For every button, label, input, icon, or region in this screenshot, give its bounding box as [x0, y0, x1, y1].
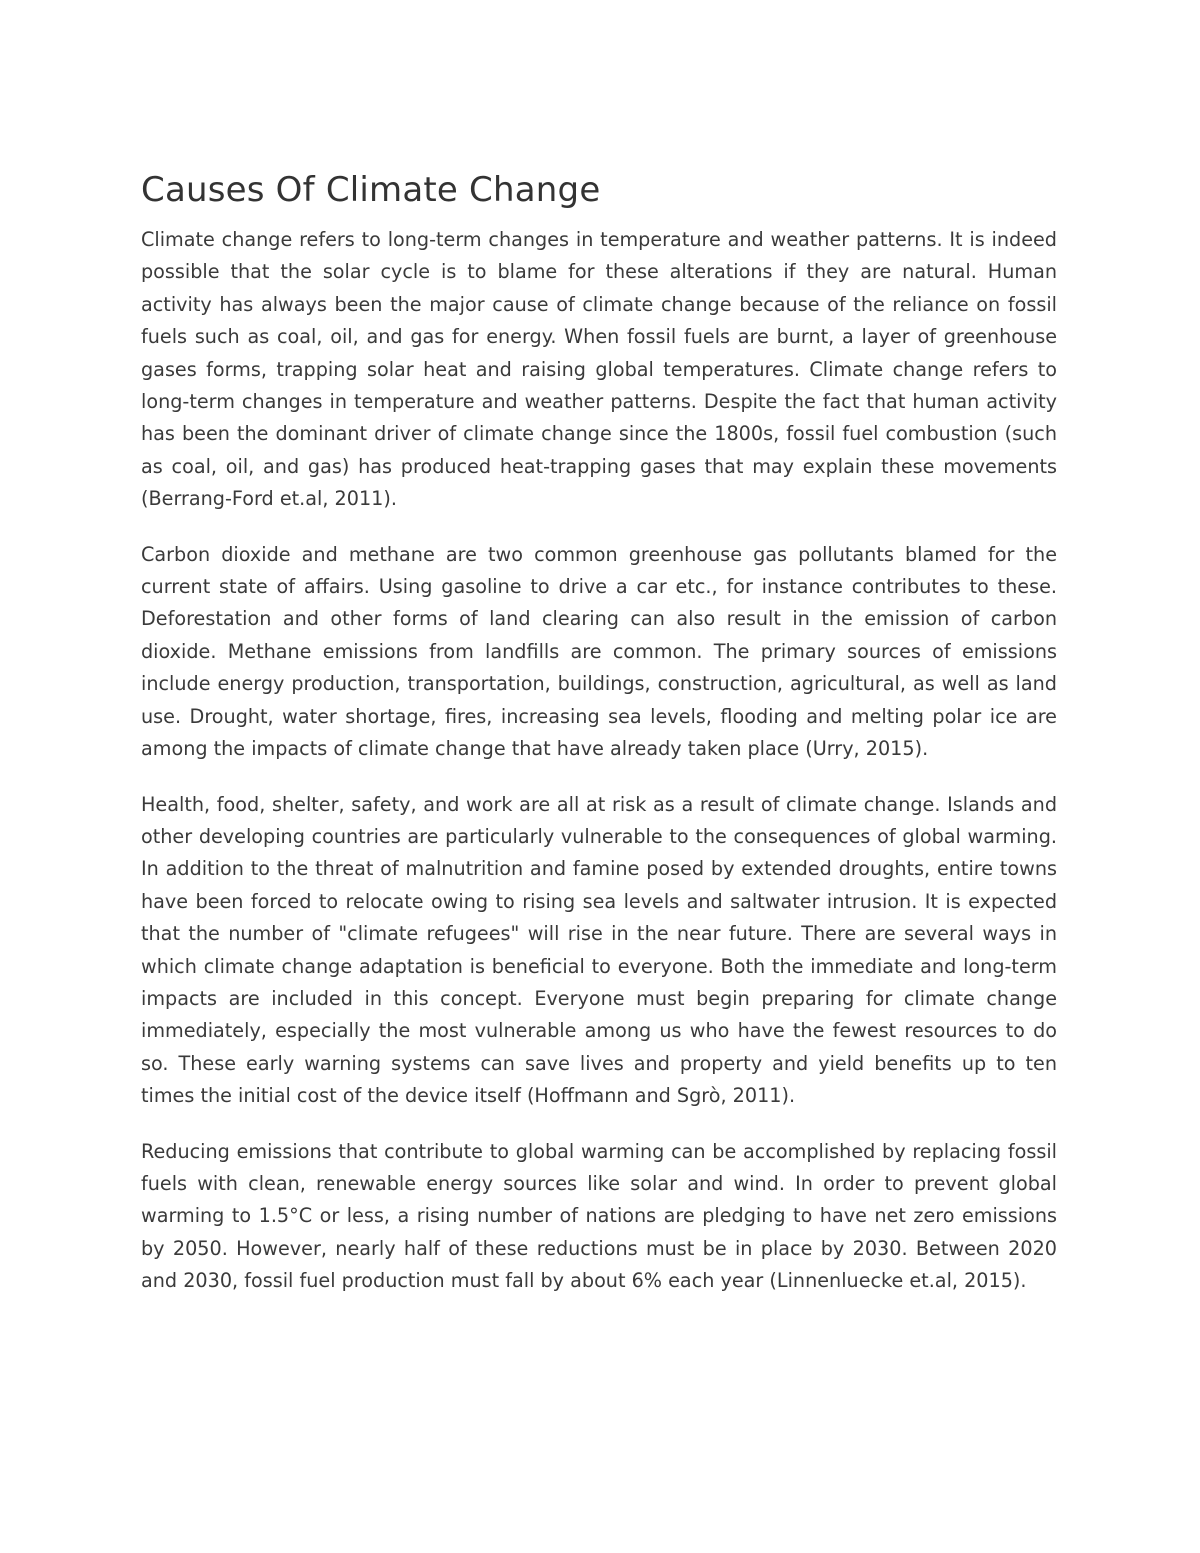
- paragraph-2: Carbon dioxide and methane are two common greenhouse gas pollutants blamed for the current state of affairs. Using gasoline to drive a car etc., for instance contributes to these. Deforestation and other forms of land clearing can also result in the emission of carbon dioxide. Methane emissions from landfills are common. The primary sources of emissions include energy production, transportation, buildings, construction, agricultural, as well as land use. Drought, water shortage, fires, increasing sea levels, flooding and melting polar ice are among the impacts of climate change that have already taken place (Urry, 2015).: [141, 542, 1057, 761]
- paragraph-1: Climate change refers to long-term changes in temperature and weather patterns. It is indeed possible that the solar cycle is to blame for these alterations if they are natural. Human activity has always been the major cause of climate change because of the reliance on fossil fuels such as coal, oil, and gas for energy. When fossil fuels are burnt, a layer of greenhouse gases forms, trapping solar heat and raising global temperatures. Climate change refers to long-term changes in temperature and weather patterns. Despite the fact that human activity has been the dominant driver of climate change since the 1800s, fossil fuel combustion (such as coal, oil, and gas) has produced heat-trapping gases that may explain these movements (Berrang-Ford et.al, 2011).: [141, 228, 1057, 511]
- document-title: Causes Of Climate Change: [141, 170, 601, 210]
- paragraph-3: Health, food, shelter, safety, and work are all at risk as a result of climate change. Islands and other developing countries are particularly vulnerable to the consequences of global warming. In addition to the threat of malnutrition and famine posed by extended droughts, entire towns have been forced to relocate owing to rising sea levels and saltwater intrusion. It is expected that the number of "climate refugees" will rise in the near future. There are several ways in which climate change adaptation is beneficial to everyone. Both the immediate and long-term impacts are included in this concept. Everyone must begin preparing for climate change immediately, especially the most vulnerable among us who have the fewest resources to do so. These early warning systems can save lives and property and yield benefits up to ten times the initial cost of the device itself (Hoffmann and Sgrò, 2011).: [141, 792, 1057, 1108]
- paragraph-4: Reducing emissions that contribute to global warming can be accomplished by replacing fossil fuels with clean, renewable energy sources like solar and wind. In order to prevent global warming to 1.5°C or less, a rising number of nations are pledging to have net zero emissions by 2050. However, nearly half of these reductions must be in place by 2030. Between 2020 and 2030, fossil fuel production must fall by about 6% each year (Linnenluecke et.al, 2015).: [141, 1139, 1057, 1293]
- document-page: [141, 168, 1057, 1321]
